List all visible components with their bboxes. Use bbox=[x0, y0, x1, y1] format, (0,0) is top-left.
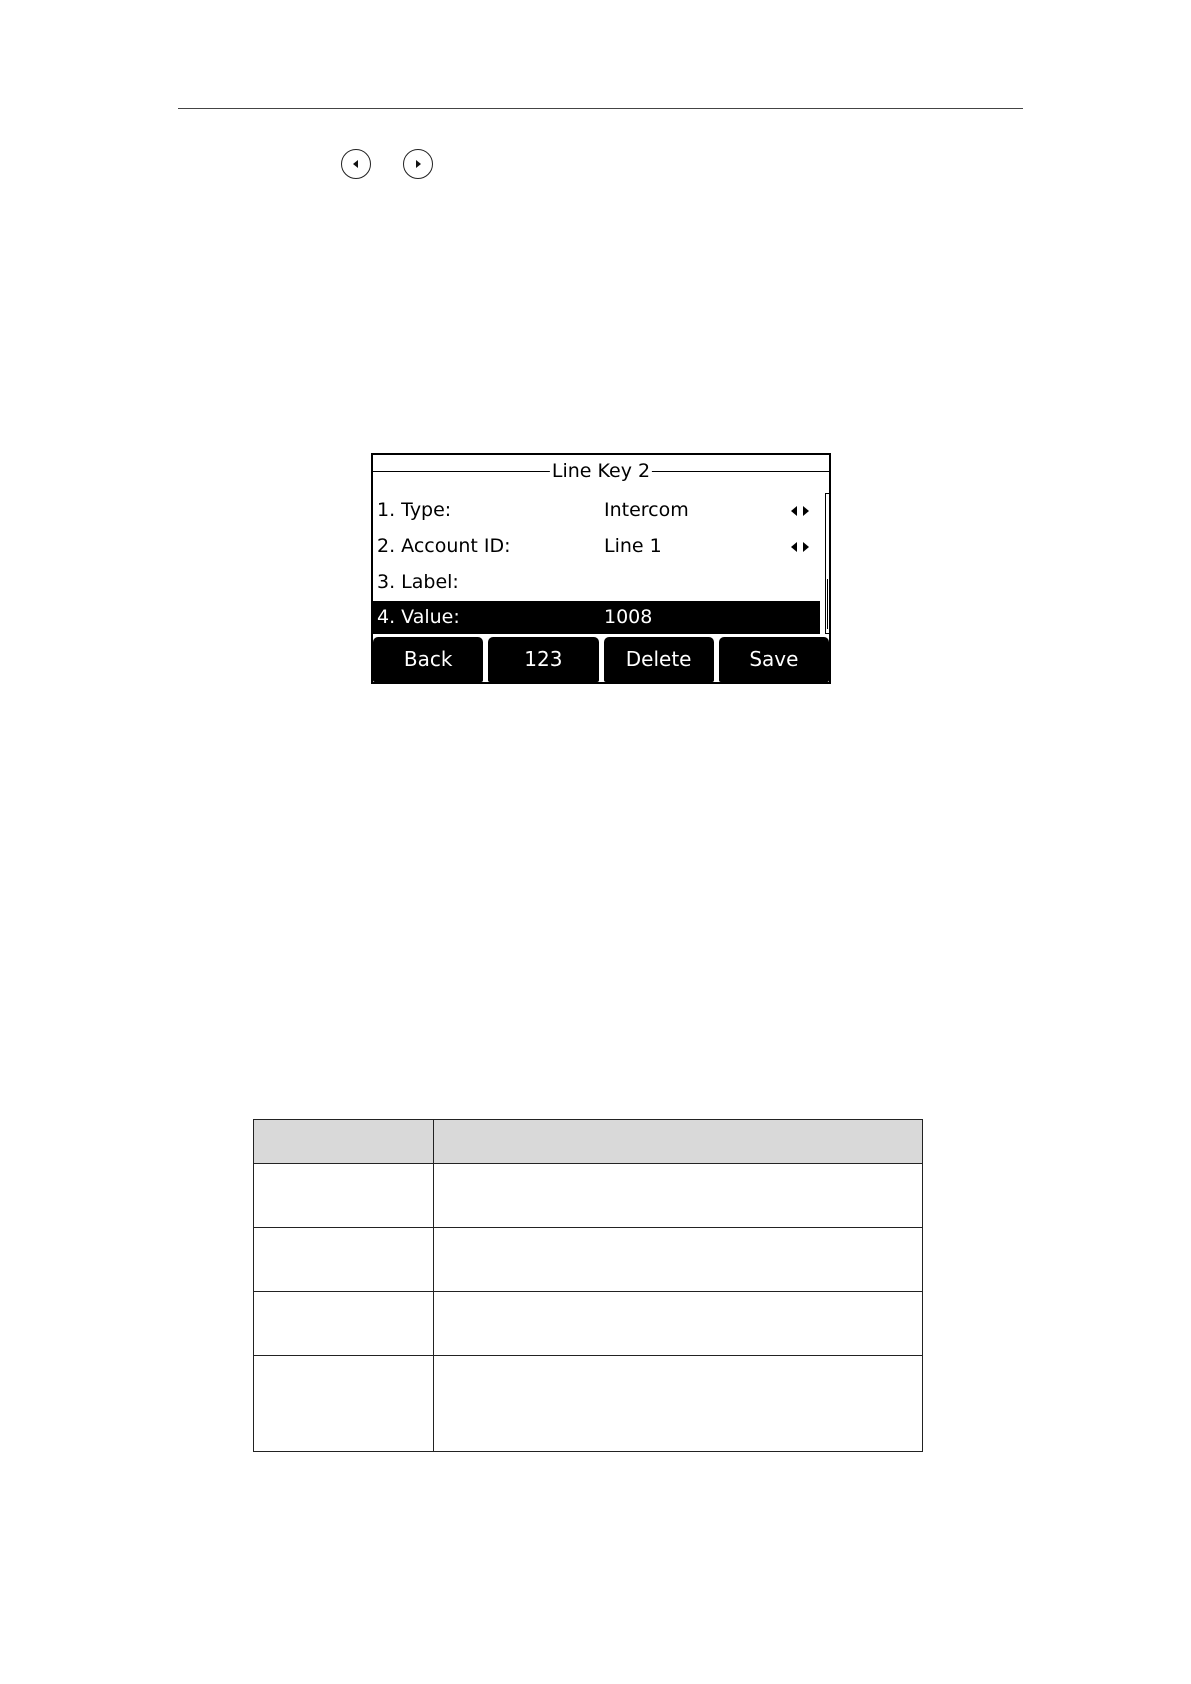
table-cell bbox=[254, 1292, 434, 1356]
header-rule bbox=[178, 108, 1023, 109]
left-right-arrow-icon bbox=[791, 542, 809, 552]
save-softkey[interactable]: Save bbox=[719, 637, 829, 682]
setting-row-type[interactable] bbox=[373, 494, 820, 527]
setting-value: 1008 bbox=[604, 606, 653, 628]
phone-lcd-screen bbox=[371, 453, 831, 684]
setting-value: Intercom bbox=[604, 499, 689, 521]
screen-title: Line Key 2 bbox=[551, 460, 651, 482]
back-softkey[interactable]: Back bbox=[373, 637, 483, 682]
table-cell bbox=[434, 1164, 923, 1228]
table-row bbox=[254, 1292, 923, 1356]
table-row bbox=[254, 1356, 923, 1452]
scrollbar[interactable] bbox=[825, 493, 830, 634]
setting-row-account-id[interactable] bbox=[373, 530, 820, 563]
table-row bbox=[254, 1228, 923, 1292]
parameter-table bbox=[253, 1119, 923, 1452]
setting-row-value[interactable] bbox=[373, 601, 820, 634]
right-navigation-key-icon bbox=[403, 149, 433, 179]
setting-label: 1. Type: bbox=[377, 499, 452, 521]
table-header-row bbox=[254, 1120, 923, 1164]
table-row bbox=[254, 1164, 923, 1228]
scrollbar-thumb[interactable] bbox=[827, 579, 829, 629]
setting-value: Line 1 bbox=[604, 535, 662, 557]
softkey-bar bbox=[373, 637, 829, 682]
table-cell bbox=[434, 1356, 923, 1452]
table-cell bbox=[254, 1356, 434, 1452]
setting-row-label[interactable] bbox=[373, 566, 820, 599]
input-mode-softkey[interactable]: 123 bbox=[488, 637, 598, 682]
setting-label: 2. Account ID: bbox=[377, 535, 511, 557]
table-cell bbox=[434, 1292, 923, 1356]
left-navigation-key-icon bbox=[341, 149, 371, 179]
delete-softkey[interactable]: Delete bbox=[604, 637, 714, 682]
table-header-cell bbox=[434, 1120, 923, 1164]
left-right-arrow-icon bbox=[791, 506, 809, 516]
table-cell bbox=[254, 1164, 434, 1228]
setting-label: 3. Label: bbox=[377, 571, 459, 593]
table-cell bbox=[254, 1228, 434, 1292]
table-cell bbox=[434, 1228, 923, 1292]
table-header-cell bbox=[254, 1120, 434, 1164]
setting-label: 4. Value: bbox=[377, 606, 460, 628]
